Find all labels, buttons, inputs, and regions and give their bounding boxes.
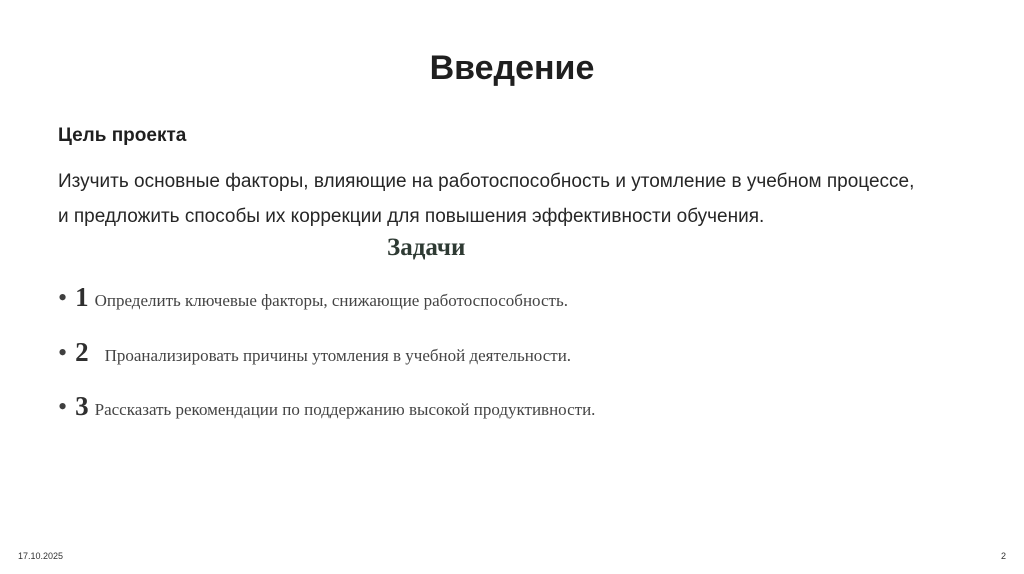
bullet-icon: •: [58, 392, 68, 421]
task-item: [58, 337, 571, 368]
task-item: [58, 282, 568, 313]
task-number: 1: [75, 282, 89, 312]
slide-title: Введение: [429, 49, 595, 87]
goal-text: Изучить основные факторы, влияющие на работоспособность и утомление в учебном процессе, и предложить способы их коррекции для повышения эффективности обучения.: [58, 171, 915, 227]
task-item: [58, 391, 595, 422]
task-text: Определить ключевые факторы, снижающие работоспособность.: [94, 291, 568, 310]
task-text: Проанализировать причины утомления в учебной деятельности.: [104, 346, 572, 365]
bullet-icon: •: [58, 283, 68, 312]
page-number: 2: [1000, 551, 1006, 561]
task-number: 2: [75, 337, 89, 367]
tasks-heading: Задачи: [387, 234, 466, 261]
task-text: Рассказать рекомендации по поддержанию высокой продуктивности.: [94, 400, 596, 419]
footer-date: 17.10.2025: [18, 551, 64, 561]
goal-heading: Цель проекта: [58, 125, 187, 146]
bullet-icon: •: [58, 338, 68, 367]
task-number: 3: [75, 391, 89, 421]
